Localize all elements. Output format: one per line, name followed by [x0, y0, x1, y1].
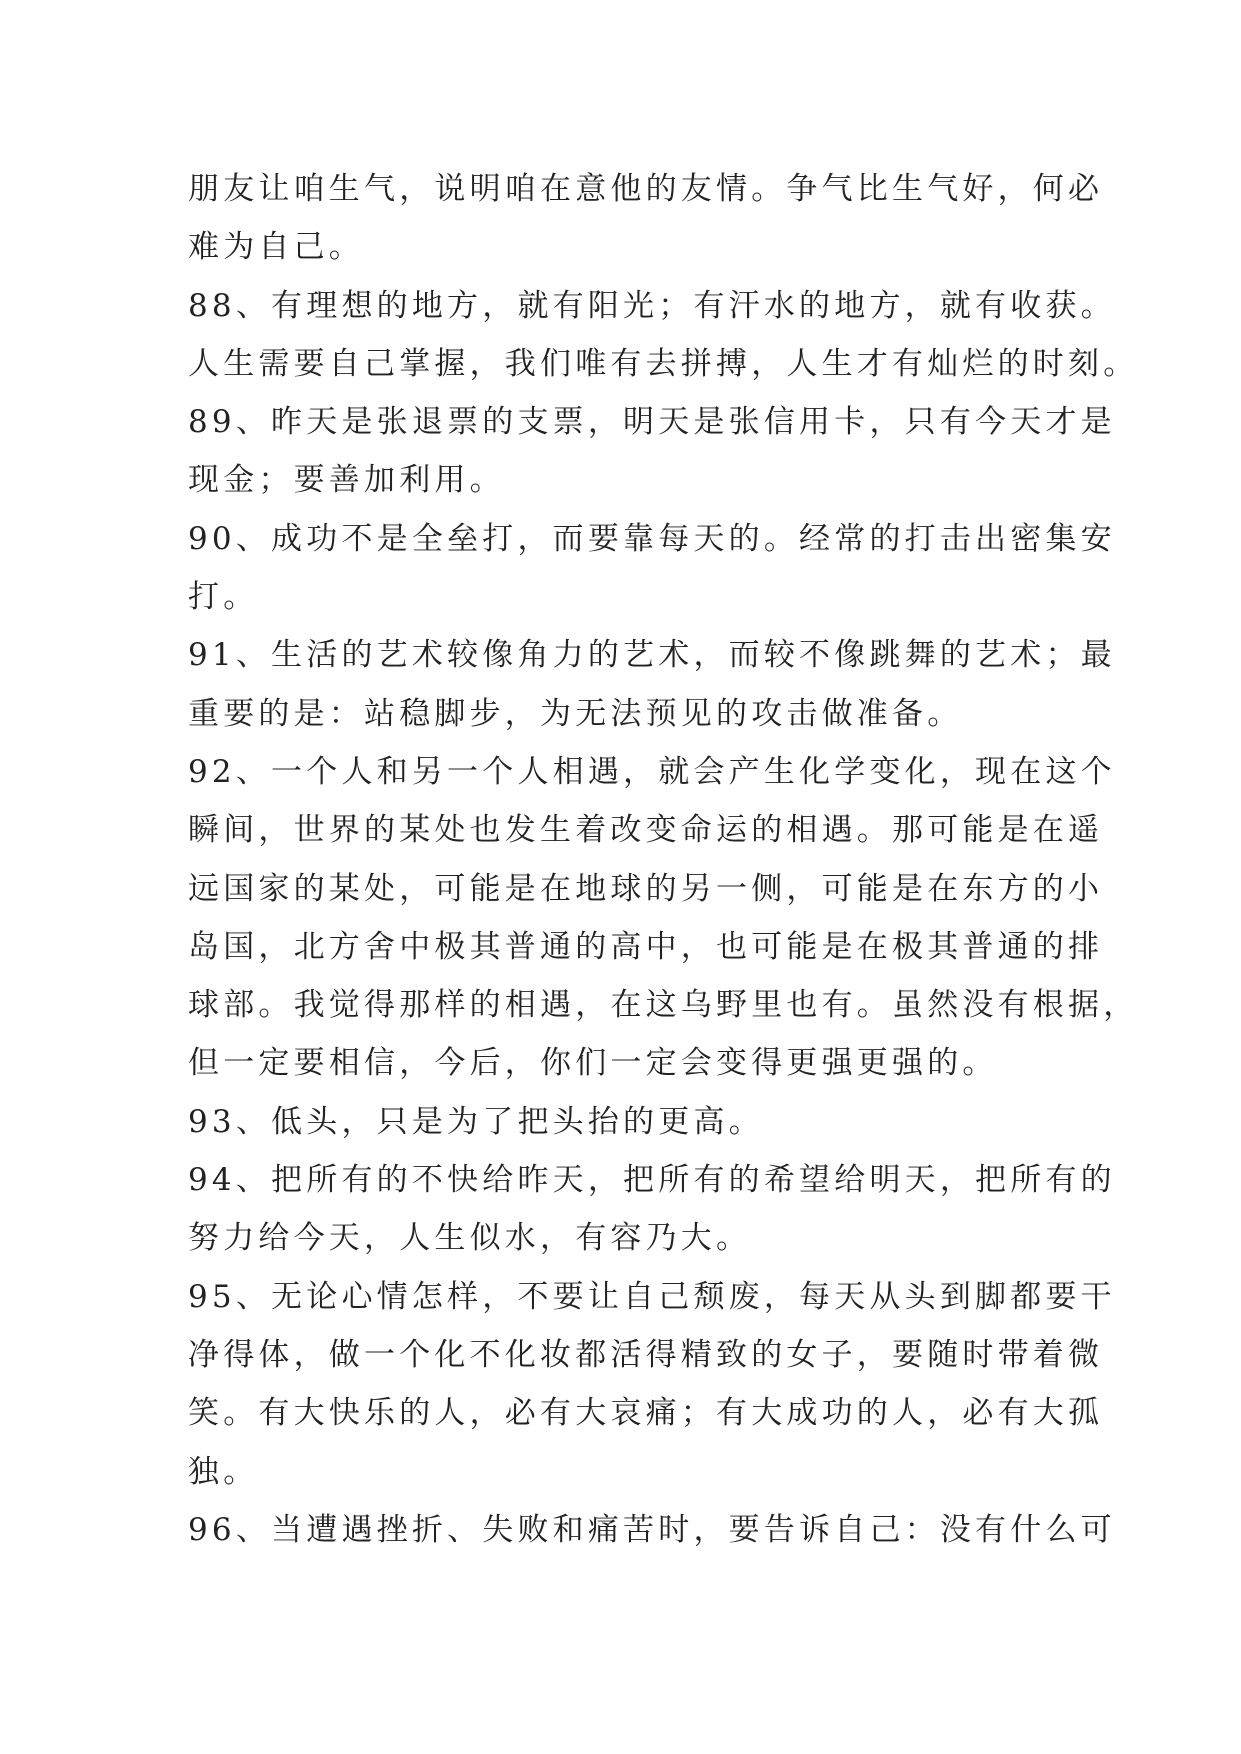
text-line: 打。	[188, 579, 259, 616]
text-line: 难为自己。	[188, 229, 364, 266]
text-line: 90、成功不是全垒打，而要靠每天的。经常的打击出密集安	[188, 520, 1116, 557]
text-line: 93、低头，只是为了把头抬的更高。	[188, 1103, 764, 1140]
text-line: 球部。我觉得那样的相遇，在这乌野里也有。虽然没有根据，	[188, 987, 1139, 1024]
text-line: 人生需要自己掌握，我们唯有去拼搏，人生才有灿烂的时刻。	[188, 345, 1139, 382]
text-line: 94、把所有的不快给昨天，把所有的希望给明天，把所有的	[188, 1162, 1116, 1199]
text-line: 96、当遭遇挫折、失败和痛苦时，要告诉自己：没有什么可	[188, 1511, 1116, 1548]
text-line: 95、无论心情怎样，不要让自己颓废，每天从头到脚都要干	[188, 1278, 1116, 1315]
text-line: 净得体，做一个化不化妆都活得精致的女子，要随时带着微	[188, 1336, 1104, 1373]
text-line: 努力给今天，人生似水，有容乃大。	[188, 1220, 752, 1257]
text-line: 89、昨天是张退票的支票，明天是张信用卡，只有今天才是	[188, 404, 1116, 441]
text-line: 92、一个人和另一个人相遇，就会产生化学变化，现在这个	[188, 753, 1116, 790]
text-line: 重要的是：站稳脚步，为无法预见的攻击做准备。	[188, 695, 963, 732]
text-line: 远国家的某处，可能是在地球的另一侧，可能是在东方的小	[188, 870, 1104, 907]
text-line: 现金；要善加利用。	[188, 462, 505, 499]
text-line: 91、生活的艺术较像角力的艺术，而较不像跳舞的艺术；最	[188, 637, 1116, 674]
text-line: 瞬间，世界的某处也发生着改变命运的相遇。那可能是在遥	[188, 812, 1104, 849]
text-line: 笑。有大快乐的人，必有大哀痛；有大成功的人，必有大孤	[188, 1395, 1104, 1432]
text-line: 但一定要相信，今后，你们一定会变得更强更强的。	[188, 1045, 998, 1082]
text-line: 朋友让咱生气，说明咱在意他的友情。争气比生气好，何必	[188, 171, 1104, 207]
text-line: 岛国，北方舍中极其普通的高中，也可能是在极其普通的排	[188, 928, 1104, 965]
text-line: 88、有理想的地方，就有阳光；有汗水的地方，就有收获。	[188, 287, 1116, 324]
text-line: 独。	[188, 1453, 259, 1490]
document-body	[188, 160, 1139, 1559]
